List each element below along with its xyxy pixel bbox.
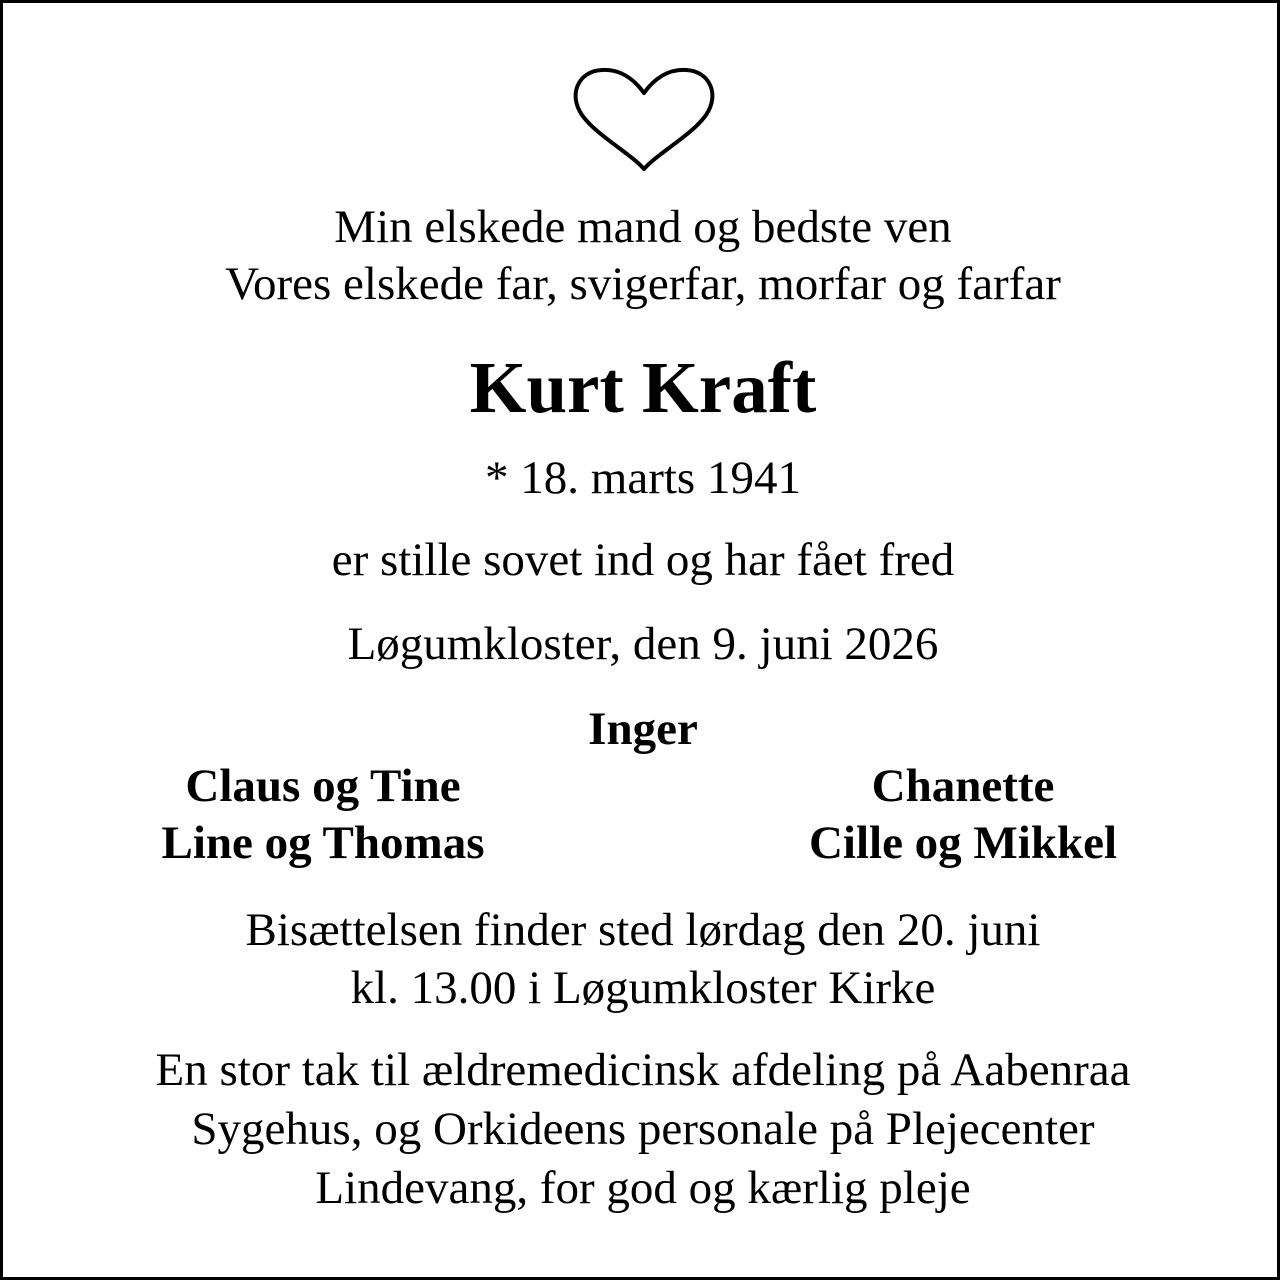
thanks-line-1: En stor tak til ældremedicinsk afdeling på Aabenraa xyxy=(155,1044,1131,1096)
funeral-line-2: kl. 13.00 i Løgumkloster Kirke xyxy=(350,962,936,1014)
passing-text: er stille sovet ind og har fået fred xyxy=(331,534,955,586)
family-member: Claus og Tine xyxy=(185,760,461,812)
thanks-line-3: Lindevang, for god og kærlig pleje xyxy=(315,1162,971,1214)
family-right-column xyxy=(643,758,1280,872)
family-left-column xyxy=(3,758,643,872)
family-spouse: Inger xyxy=(588,703,698,755)
place-date: Løgumkloster, den 9. juni 2026 xyxy=(347,618,939,670)
intro-text xyxy=(3,199,1280,313)
heart-icon xyxy=(572,65,716,173)
family-member: Chanette xyxy=(871,760,1055,812)
family-member: Line og Thomas xyxy=(161,817,485,869)
thanks-text xyxy=(3,1041,1280,1218)
deceased-name: Kurt Kraft xyxy=(469,347,817,428)
funeral-line-1: Bisættelsen finder sted lørdag den 20. juni xyxy=(245,904,1041,956)
family-member: Cille og Mikkel xyxy=(808,817,1118,869)
birth-date: * 18. marts 1941 xyxy=(485,452,801,504)
thanks-line-2: Sygehus, og Orkideens personale på Plejecenter xyxy=(191,1103,1095,1155)
intro-line-2: Vores elskede far, svigerfar, morfar og farfar xyxy=(225,258,1061,310)
intro-line-1: Min elskede mand og bedste ven xyxy=(334,201,952,253)
funeral-info xyxy=(3,901,1280,1017)
